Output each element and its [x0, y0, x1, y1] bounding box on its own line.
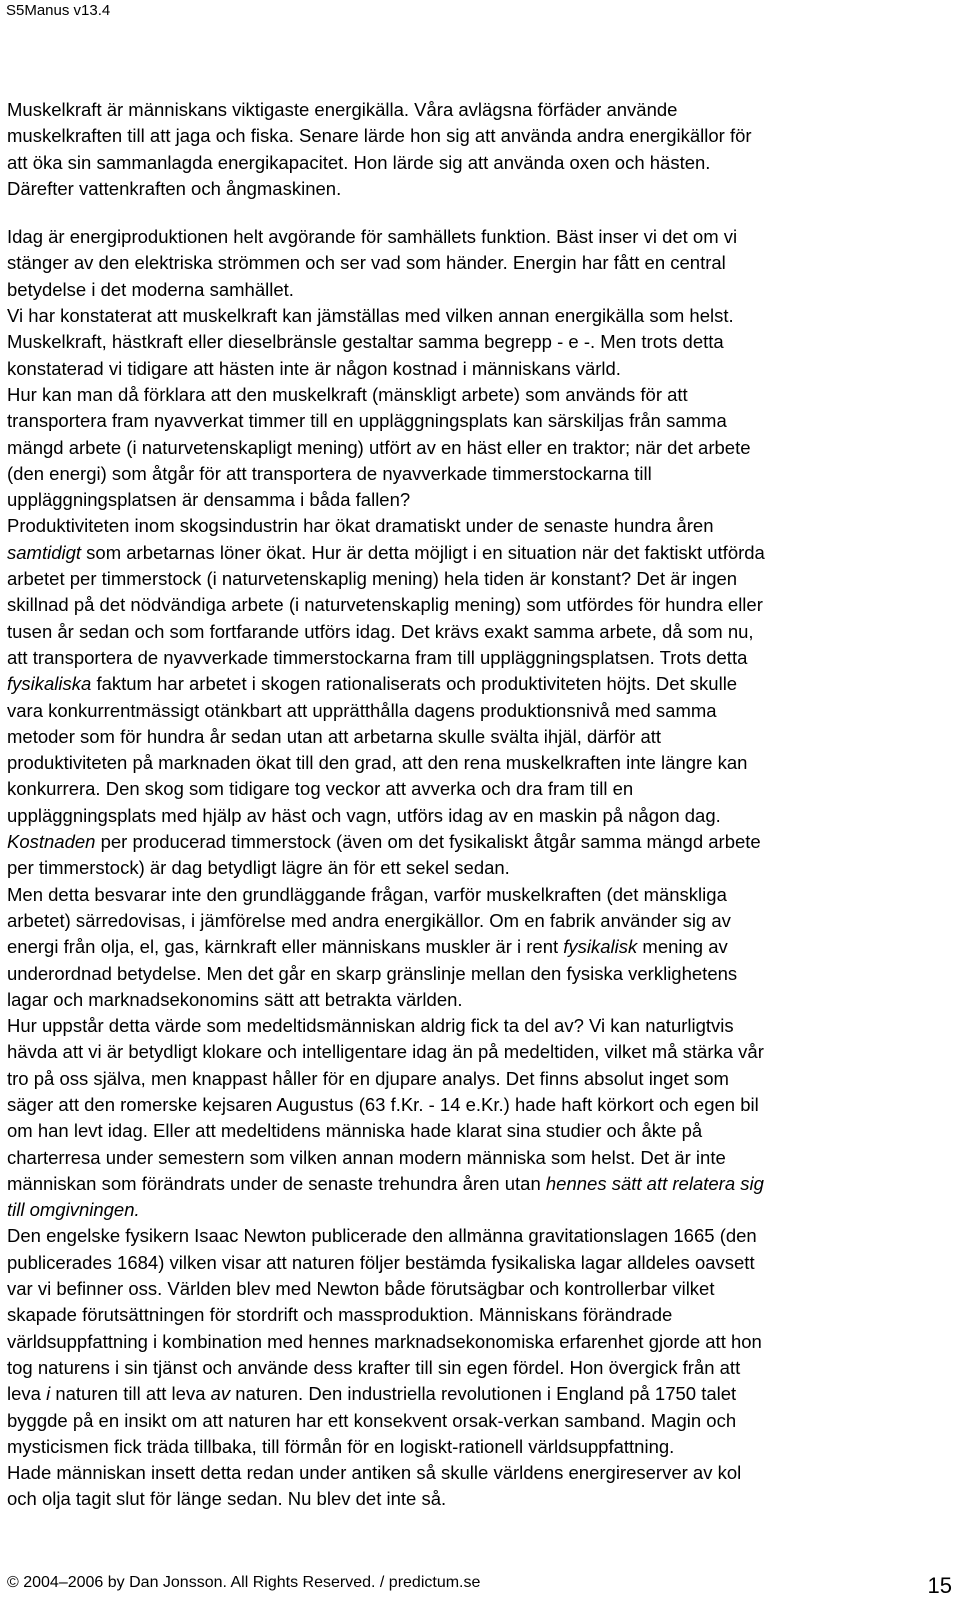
text-segment: skapade förutsättningen för stordrift och massproduktion. Människans förändrade: [7, 1304, 673, 1326]
text-segment: produktiviteten på marknaden ökat till den grad, att den rena muskelkraften inte längre kan: [7, 752, 748, 774]
text-line: [7, 1223, 953, 1249]
text-line: [7, 1460, 953, 1486]
text-line: [7, 1329, 953, 1355]
text-segment: arbetet per timmerstock (i naturvetenskaplig mening) hela tiden är konstant? Det är ingen: [7, 568, 738, 590]
text-segment: publicerades 1684) vilken visar att naturen följer bestämda fysikaliska lagar alldeles oavsett: [7, 1251, 755, 1273]
paragraph: [7, 1460, 953, 1513]
italic-text: av: [210, 1383, 231, 1405]
italic-text: fysikalisk: [563, 936, 638, 958]
text-segment: världsuppfattning i kombination med hennes marknadsekonomiska erfarenhet gjorde att hon: [7, 1330, 762, 1352]
italic-text: hennes sätt att relatera sig: [545, 1172, 764, 1194]
text-line: [7, 1197, 953, 1223]
text-line: [7, 487, 953, 513]
text-line: [7, 1171, 953, 1197]
text-segment: per producerad timmerstock (även om det fysikaliskt åtgår samma mängd arbete: [95, 831, 761, 853]
text-segment: vara konkurrentmässigt otänkbart att upprätthålla dagens produktionsnivå med samma: [7, 699, 717, 721]
text-segment: om han levt idag. Eller att medeltidens människa hade klarat sina studier och åkte på: [7, 1120, 703, 1142]
text-segment: Den engelske fysikern Isaac Newton publicerade den allmänna gravitationslagen 1665 (den: [7, 1225, 757, 1247]
text-line: [7, 461, 953, 487]
text-line: [7, 803, 953, 829]
text-line: [7, 382, 953, 408]
text-segment: människan som förändrats under de senaste trehundra åren utan: [7, 1172, 546, 1194]
text-line: [7, 645, 953, 671]
document-footer: [7, 1573, 953, 1593]
text-line: [7, 435, 953, 461]
text-line: [7, 176, 953, 202]
paragraph: [7, 1223, 953, 1460]
paragraph: [7, 882, 953, 1013]
italic-text: samtidigt: [7, 541, 82, 563]
text-line: [7, 987, 953, 1013]
text-segment: var vi befinner oss. Världen blev med Newton både förutsägbar och kontrollerbar vilket: [7, 1278, 715, 1300]
text-segment: faktum har arbetet i skogen rationaliserats och produktiviteten höjts. Det skulle: [91, 673, 738, 695]
text-line: [7, 855, 953, 881]
text-segment: Därefter vattenkraften och ångmaskinen.: [7, 177, 342, 199]
text-line: [7, 619, 953, 645]
italic-text: fysikaliska: [7, 673, 92, 695]
text-segment: tusen år sedan och som fortfarande utförs idag. Det krävs exakt samma arbete, då som nu,: [7, 620, 754, 642]
text-segment: konkurrera. Den skog som tidigare tog veckor att avverka och dra fram till en: [7, 778, 634, 800]
text-line: [7, 513, 953, 539]
paragraph: [7, 97, 953, 202]
italic-text: i: [46, 1383, 51, 1405]
text-line: [7, 566, 953, 592]
text-segment: arbetet) särredovisas, i jämförelse med andra energikällor. Om en fabrik använder sig av: [7, 909, 731, 931]
paragraph: [7, 1013, 953, 1223]
text-segment: Produktiviteten inom skogsindustrin har ökat dramatiskt under de senaste hundra åren: [7, 515, 714, 537]
text-segment: att öka sin sammanlagda energikapacitet. Hon lärde sig att använda oxen och hästen.: [7, 151, 711, 173]
text-segment: och olja tagit slut för länge sedan. Nu blev det inte så.: [7, 1488, 447, 1510]
text-segment: mening av: [637, 936, 728, 958]
text-line: [7, 1355, 953, 1381]
text-segment: leva: [7, 1383, 47, 1405]
page-number: 15: [927, 1573, 952, 1598]
text-line: [7, 1092, 953, 1118]
text-line: [7, 698, 953, 724]
text-segment: uppläggningsplatsen är densamma i båda fallen?: [7, 489, 411, 511]
text-segment: per timmerstock) är dag betydligt lägre än för ett sekel sedan.: [7, 857, 510, 879]
text-segment: skillnad på det nödvändiga arbete (i naturvetenskaplig mening) som utfördes för hundra eller: [7, 594, 763, 616]
text-segment: Muskelkraft, hästkraft eller dieselbränsle gestaltar samma begrepp - e -. Men trots detta: [7, 331, 724, 353]
text-line: [7, 277, 953, 303]
text-line: [7, 97, 953, 123]
text-segment: energi från olja, el, gas, kärnkraft eller människans muskler är i rent: [7, 936, 564, 958]
text-line: [7, 1408, 953, 1434]
text-line: [7, 1302, 953, 1328]
text-line: [7, 1250, 953, 1276]
text-line: [7, 150, 953, 176]
text-line: [7, 250, 953, 276]
italic-text: till omgivningen.: [7, 1199, 140, 1221]
text-line: [7, 961, 953, 987]
text-line: [7, 356, 953, 382]
text-segment: som arbetarnas löner ökat. Hur är detta möjligt i en situation när det faktiskt utförda: [81, 541, 765, 563]
text-line: [7, 224, 953, 250]
text-line: [7, 671, 953, 697]
text-segment: att transportera de nyavverkade timmerstockarna fram till uppläggningsplatsen. Trots detta: [7, 646, 748, 668]
text-segment: byggde på en insikt om att naturen har ett konsekvent orsak-verkan samband. Magin och: [7, 1409, 737, 1431]
text-line: [7, 1381, 953, 1407]
text-segment: muskelkraften till att jaga och fiska. Senare lärde hon sig att använda andra energikällor för: [7, 125, 752, 147]
paragraph: [7, 513, 953, 881]
text-segment: Muskelkraft är människans viktigaste energikälla. Våra avlägsna förfäder använde: [7, 99, 678, 120]
text-line: [7, 540, 953, 566]
text-segment: Idag är energiproduktionen helt avgörande för samhällets funktion. Bäst inser vi det om vi: [7, 226, 738, 248]
text-segment: Hade människan insett detta redan under antiken så skulle världens energireserver av kol: [7, 1462, 742, 1484]
paragraph: [7, 382, 953, 513]
text-line: [7, 303, 953, 329]
text-line: [7, 1118, 953, 1144]
text-segment: Hur uppstår detta värde som medeltidsmänniskan aldrig fick ta del av? Vi kan naturligtvis: [7, 1015, 734, 1037]
text-segment: lagar och marknadsekonomins sätt att betrakta världen.: [7, 988, 463, 1010]
text-line: [7, 1066, 953, 1092]
text-segment: Hur kan man då förklara att den muskelkraft (mänskligt arbete) som används för att: [7, 383, 688, 405]
text-segment: Vi har konstaterat att muskelkraft kan jämställas med vilken annan energikälla som helst.: [7, 305, 734, 327]
text-segment: mängd arbete (i naturvetenskapligt mening) utfört av en häst eller en traktor; när det arbete: [7, 436, 751, 458]
text-segment: mysticismen fick träda tillbaka, till förmån för en logiskt-rationell världsuppfattning.: [7, 1435, 675, 1457]
text-segment: (den energi) som åtgår för att transportera de nyavverkade timmerstockarna till: [7, 462, 652, 484]
text-segment: hävda att vi är betydligt klokare och intelligentare idag än på medeltiden, vilket må stärka vår: [7, 1041, 764, 1063]
copyright-text: © 2004–2006 by Dan Jonsson. All Rights Reserved. / predictum.se: [7, 1574, 481, 1591]
text-segment: betydelse i det moderna samhället.: [7, 278, 294, 300]
text-segment: underordnad betydelse. Men det går en skarp gränslinje mellan den fysiska verklighetens: [7, 962, 738, 984]
text-segment: tro på oss själva, men knappast håller för en djupare analys. Det finns absolut inget som: [7, 1067, 729, 1089]
text-segment: tog naturens i sin tjänst och använde dess krafter till sin egen fördel. Hon övergick från att: [7, 1356, 741, 1378]
text-line: [7, 1486, 953, 1512]
text-line: [7, 123, 953, 149]
italic-text: Kostnaden: [7, 831, 96, 853]
text-segment: Men detta besvarar inte den grundläggande frågan, varför muskelkraften (det mänskliga: [7, 883, 727, 905]
text-line: [7, 592, 953, 618]
text-line: [7, 1039, 953, 1065]
text-line: [7, 1434, 953, 1460]
text-segment: konstaterad vi tidigare att hästen inte är någon kostnad i människans värld.: [7, 357, 621, 379]
text-segment: charterresa under semestern som vilken annan modern människa som helst. Det är inte: [7, 1146, 726, 1168]
text-line: [7, 829, 953, 855]
text-line: [7, 882, 953, 908]
text-segment: naturen. Den industriella revolutionen i England på 1750 talet: [230, 1383, 737, 1405]
text-segment: uppläggningsplats med hjälp av häst och vagn, utförs idag av en maskin på någon dag.: [7, 804, 721, 826]
text-line: [7, 408, 953, 434]
text-segment: säger att den romerske kejsaren Augustus (63 f.Kr. - 14 e.Kr.) hade haft körkort och egen bil: [7, 1093, 759, 1115]
text-segment: naturen till att leva: [50, 1383, 211, 1405]
document-body: [7, 97, 953, 1513]
text-line: [7, 776, 953, 802]
text-line: [7, 329, 953, 355]
text-line: [7, 1145, 953, 1171]
document-header: [6, 2, 110, 20]
app-version-label: S5Manus v13.4: [6, 2, 111, 19]
text-line: [7, 750, 953, 776]
text-segment: transportera fram nyavverkat timmer till en uppläggningsplats kan särskiljas från samma: [7, 410, 727, 432]
paragraph: [7, 224, 953, 303]
text-line: [7, 934, 953, 960]
text-line: [7, 908, 953, 934]
paragraph: [7, 303, 953, 382]
text-segment: stänger av den elektriska strömmen och ser vad som händer. Energin har fått en central: [7, 252, 726, 274]
text-segment: metoder som för hundra år sedan utan att arbetarna skulle svälta ihjäl, därför att: [7, 725, 662, 747]
text-line: [7, 1013, 953, 1039]
text-line: [7, 1276, 953, 1302]
text-line: [7, 724, 953, 750]
